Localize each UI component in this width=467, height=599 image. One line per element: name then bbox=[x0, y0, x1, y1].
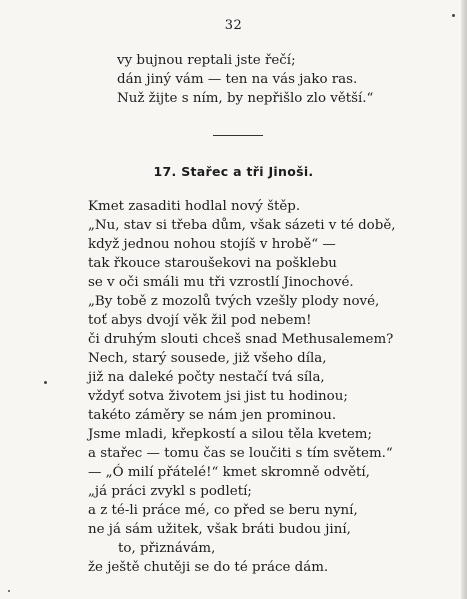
page-number: 32 bbox=[224, 18, 243, 33]
verse-line: takéto záměry se nám jen prominou. bbox=[88, 408, 337, 423]
verse-line: toť abys dvojí věk žil pod nebem! bbox=[88, 313, 312, 328]
verse-line: ne já sám užitek, však bráti budou jiní, bbox=[88, 522, 351, 537]
verse-line: či druhým slouti chceš snad Methusalemem? bbox=[88, 332, 394, 347]
paper-speck bbox=[44, 381, 47, 384]
verse-line: a z té-li práce mé, co před se beru nyní, bbox=[88, 503, 358, 518]
verse-line: „By tobě z mozolů tvých vzešly plody nové, bbox=[88, 294, 380, 309]
paper-speck bbox=[8, 590, 10, 592]
verse-line: tak řkouce staroušekovi na pošklebu bbox=[88, 256, 337, 271]
verse-line: dán jiný vám — ten na vás jako ras. bbox=[117, 72, 358, 87]
verse-line: — „Ó milí přátelé!“ kmet skromně odvětí, bbox=[88, 465, 370, 480]
verse-line: Nuž žijte s ním, by nepřišlo zlo větší.“ bbox=[117, 91, 374, 106]
verse-line: vy bujnou reptali jste řečí; bbox=[117, 53, 296, 68]
verse-line: již na daleké počty nestačí tvá síla, bbox=[88, 370, 325, 385]
verse-line: se v oči smáli mu tři vzrostlí Jinochové. bbox=[88, 275, 354, 290]
verse-line: a stařec — tomu čas se loučiti s tím světem.“ bbox=[88, 446, 393, 461]
verse-line: „já práci zvykl s podletí; bbox=[88, 484, 252, 499]
verse-line: Jsme mladi, křepkostí a silou těla kvetem; bbox=[88, 427, 372, 442]
verse-line: vždyť sotva životem jsi jist tu hodinou; bbox=[88, 389, 348, 404]
page-edge-shadow bbox=[461, 0, 467, 599]
verse-line: Kmet zasaditi hodlal nový štěp. bbox=[88, 199, 301, 214]
poem-body bbox=[88, 197, 396, 577]
verse-line: když jednou nohou stojíš v hrobě“ — bbox=[88, 237, 336, 252]
verse-line: Nech, starý sousede, již všeho díla, bbox=[88, 351, 327, 366]
verse-line: to, přiznávám, bbox=[118, 541, 216, 556]
poem-title: 17. Stařec a tři Jinoši. bbox=[153, 164, 314, 179]
verse-line: že ještě chutěji se do té práce dám. bbox=[88, 560, 329, 575]
verse-line: „Nu, stav si třeba dům, však sázeti v té době, bbox=[88, 218, 396, 233]
section-divider bbox=[213, 135, 263, 136]
paper-speck bbox=[452, 14, 455, 17]
previous-poem-ending bbox=[117, 51, 373, 108]
